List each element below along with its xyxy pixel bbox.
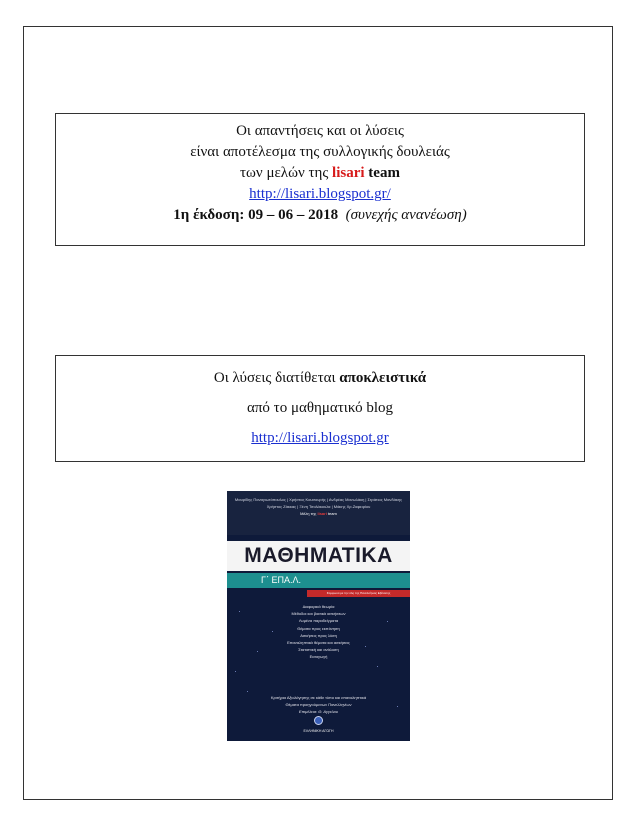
blog-link[interactable]: http://lisari.blogspot.gr/ bbox=[249, 186, 391, 202]
credits-box bbox=[55, 113, 585, 246]
toc-item: Στατιστική και ανάλυση bbox=[298, 647, 339, 653]
edition-label: 1η έκδοση: 09 – 06 – 2018 bbox=[173, 207, 339, 223]
cover-footer bbox=[227, 694, 410, 715]
cover-team-suffix: team bbox=[326, 511, 337, 516]
book-cover bbox=[227, 491, 410, 741]
cover-authors-2: Χρήστος Ζάκκας | Ξένη Τσολάκουλα | Μάκης Χρ.Ζαφειρίου bbox=[266, 504, 371, 509]
edition-note: (συνεχής ανανέωση) bbox=[345, 207, 467, 223]
distribution-prefix: Οι λύσεις διατίθεται bbox=[213, 370, 340, 386]
distribution-link-line bbox=[56, 423, 584, 453]
distribution-line-2: από το μαθηματικό blog bbox=[246, 400, 393, 416]
toc-item: Διαφορικά θεωρία bbox=[302, 604, 335, 609]
blog-link-2[interactable]: http://lisari.blogspot.gr bbox=[251, 430, 389, 446]
credits-line-3-prefix: των μελών της bbox=[240, 165, 333, 181]
cover-header bbox=[227, 491, 410, 535]
toc-item: Εισαγωγή bbox=[309, 654, 328, 660]
cover-team-line bbox=[227, 510, 410, 517]
cover-foot-3: Επιμέλεια: Θ. Αγγελου bbox=[298, 709, 339, 714]
cover-team-brand: lisari bbox=[317, 511, 327, 516]
team-label: team bbox=[364, 165, 400, 181]
cover-foot-2: Θέματα προηγούμενων Πανελληνίων bbox=[285, 702, 352, 707]
credits-line-2: είναι αποτέλεσμα της συλλογικής δουλειάς bbox=[190, 144, 450, 160]
cover-redline: Σύμφωνα με την ύλη της Πανελλήνιας Εξέτασης bbox=[307, 590, 410, 597]
cover-team-prefix: Μέλη της bbox=[300, 511, 318, 516]
toc-item: Λυμένα παραδείγματα bbox=[298, 618, 339, 624]
publisher-logo-icon bbox=[314, 716, 323, 725]
cover-toc bbox=[227, 603, 410, 661]
cover-authors-1: Μαυρίδης Παναγιωτόπουλος | Χρήστος Κουσουρής | Ανδρέας Μανωλάκη | Στράτιος Μανδάκης bbox=[234, 497, 403, 502]
credits-line-1: Οι απαντήσεις και οι λύσεις bbox=[236, 123, 404, 139]
exclusive-label: αποκλειστικά bbox=[339, 370, 427, 386]
cover-grade: Γ΄ ΕΠΑ.Λ. bbox=[227, 573, 410, 588]
edition-line bbox=[56, 205, 584, 226]
toc-item: Επαναληπτικά θέματα και ασκήσεις bbox=[287, 640, 350, 646]
toc-item: Θέματα προς εκπόνηση bbox=[297, 625, 340, 631]
lisari-brand: lisari bbox=[332, 165, 365, 181]
toc-item: Μέθοδοι και βασικά ασκήσεων bbox=[291, 611, 346, 617]
distribution-line-1 bbox=[56, 363, 584, 393]
toc-item: Ασκήσεις προς λύση bbox=[300, 632, 337, 638]
cover-publisher: ΕΛΛΗΝΙΚΗ ΑΓΩΓΗ bbox=[303, 729, 334, 733]
credits-line-3 bbox=[56, 163, 584, 184]
credits-link-line bbox=[56, 184, 584, 205]
distribution-box bbox=[55, 355, 585, 462]
cover-foot-1: Κριτήρια Αξιολόγησης σε κάθε τύπο και επαναληπτικά bbox=[270, 695, 367, 700]
cover-title: ΜΑΘΗΜΑΤΙΚΑ bbox=[227, 541, 410, 571]
